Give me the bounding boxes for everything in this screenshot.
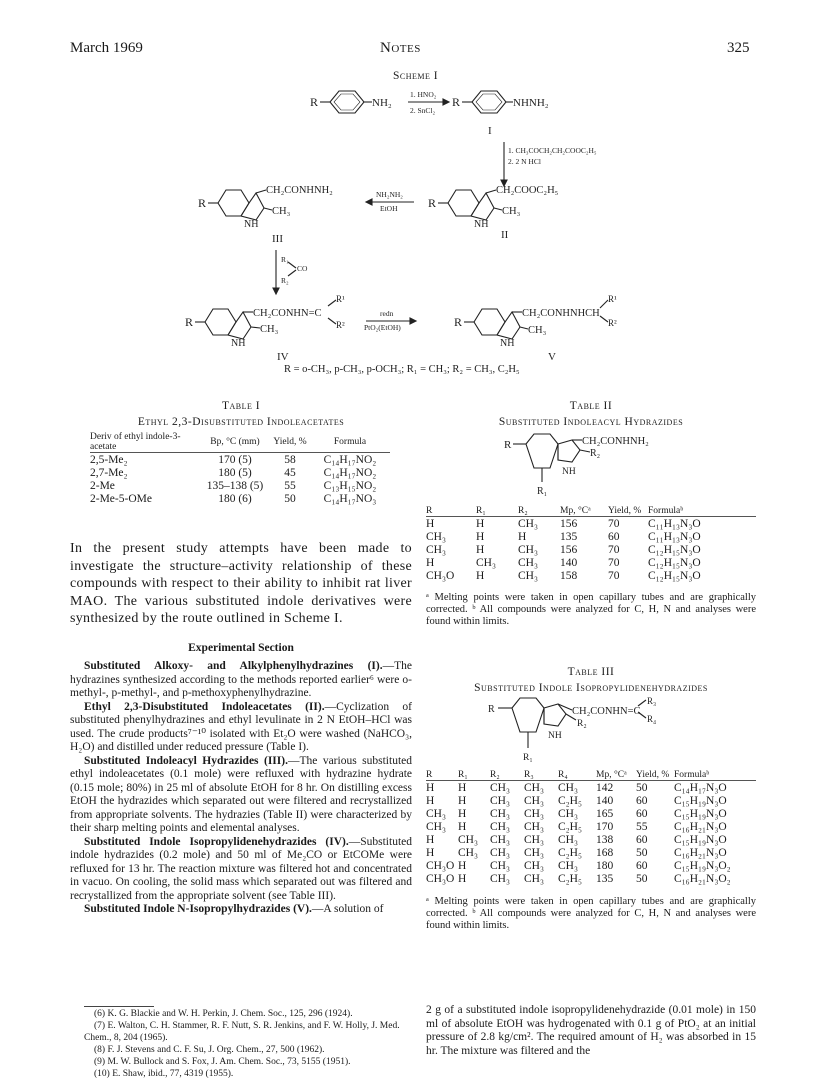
table3-row-cell: 168 (596, 846, 614, 859)
table2-row-cell: CH₃ (518, 543, 538, 556)
table2-row-cell: 60 (608, 530, 620, 543)
scheme-legend: R = o-CH₃, p-CH₃, p-OCH₃; R₁ = CH₃; R₂ = CH₃, C₂H₅ (284, 364, 520, 375)
table3-row-cell: C₁₅H₁₉N₃O (674, 833, 727, 846)
table1-row (90, 492, 390, 505)
paragraph-heading: Substituted Alkoxy- and Alkylphenylhydrazines (I). (84, 660, 383, 672)
table3-row-cell: CH₃ (458, 846, 478, 859)
footnote: (10) E. Shaw, ibid., 77, 4319 (1955). (94, 1069, 234, 1079)
table2-row (426, 543, 756, 556)
svg-text:2. SnCl₂: 2. SnCl₂ (410, 106, 436, 115)
svg-text:NH: NH (500, 338, 515, 349)
svg-text:1. CH₃COCH₂CH₂COOC₂H₅: 1. CH₃COCH₂CH₂COOC₂H₅ (508, 146, 597, 155)
table3-row (426, 807, 756, 820)
paragraph-heading: Substituted Indoleacyl Hydrazides (III). (84, 754, 288, 767)
reaction-scheme (150, 80, 690, 390)
table3-row-cell: CH₃ (524, 833, 544, 846)
table2-row-cell: 156 (560, 543, 578, 556)
table1-row (90, 453, 390, 467)
svg-text:CH₂COOC₂H₅: CH₂COOC₂H₅ (496, 185, 559, 196)
table1-label: Table I (221, 400, 261, 412)
table3-row-cell: 170 (596, 820, 614, 833)
svg-text:R: R (198, 196, 207, 210)
table2-row-cell: H (426, 517, 435, 530)
label-I: I (488, 125, 492, 137)
table3-row-cell: CH₃ (426, 820, 446, 833)
footnote: (7) E. Walton, C. H. Stammer, R. F. Nutt, S. R. Jenkins, and F. W. Holly, J. Med. Chem., 8, 204 (1965). (84, 1021, 400, 1043)
table1-row-cell: 2,7-Me₂ (90, 466, 128, 479)
svg-text:NH: NH (562, 467, 576, 477)
svg-text:R: R (310, 95, 319, 109)
svg-text:CH₂CONHNH₂: CH₂CONHNH₂ (266, 185, 333, 196)
label-V: V (548, 351, 556, 363)
table1-col-bp: Bp, °C (mm) (210, 437, 260, 447)
table3-row-cell: C₂H₅ (558, 820, 582, 833)
label-III: III (272, 233, 283, 245)
table3-row-cell: CH₃ (490, 794, 510, 807)
table2-row-cell: 70 (608, 517, 620, 530)
table1-col-yield: Yield, % (273, 437, 307, 447)
table3-row-cell: C₁₆H₂₁N₃O (674, 820, 727, 833)
table3-row-cell: CH₃ (524, 872, 544, 885)
table3-body (426, 781, 756, 886)
table3-row-cell: CH₃ (490, 846, 510, 859)
table3-row-cell: CH₃ (524, 781, 544, 794)
svg-text:CH₃: CH₃ (260, 324, 279, 335)
table2-row-cell: CH₃O (426, 569, 455, 582)
svg-text:CH₂CONHNH₂: CH₂CONHNH₂ (582, 436, 649, 447)
table1-row-cell: 180 (5) (218, 466, 252, 479)
svg-text:CO: CO (297, 264, 308, 273)
table3-row-cell: C₁₆H₂₁N₃O (674, 846, 727, 859)
table2-row-cell: H (476, 569, 485, 582)
table3-row-cell: C₁₆H₂₁N₃O₂ (674, 872, 731, 885)
svg-text:CH₂CONHN=C: CH₂CONHN=C (572, 706, 641, 717)
table2-col-r2: R₂ (518, 506, 528, 516)
svg-text:CH₃: CH₃ (528, 325, 547, 336)
table3-title: Substituted Indole Isopropylidenehydrazides (474, 682, 708, 694)
table1-body (90, 453, 390, 506)
table2-col-yield: Yield, % (608, 506, 642, 516)
table3-row-cell: 142 (596, 781, 614, 794)
table2-row-cell: C₁₁H₁₃N₃O (648, 530, 701, 543)
table3-col-r2: R₂ (490, 770, 500, 780)
table3-row-cell: H (426, 833, 435, 846)
table1-row-cell: 2-Me (90, 479, 115, 492)
footnote: (9) M. W. Bullock and S. Fox, J. Am. Chem. Soc., 73, 5155 (1951). (94, 1057, 351, 1067)
table1-col-deriv: Deriv of ethyl indole-3-acetate (90, 432, 181, 452)
table2-row-cell: C₁₂H₁₅N₃O (648, 543, 701, 556)
svg-text:R₁: R₁ (281, 255, 289, 264)
aniline-structure (310, 91, 392, 113)
table3-row (426, 794, 756, 807)
table3-row-cell: C₂H₅ (558, 872, 582, 885)
table3-row-cell: CH₃O (426, 859, 455, 872)
table2-row (426, 517, 756, 531)
svg-text:CH₃: CH₃ (502, 206, 521, 217)
table3-row-cell: CH₃ (558, 781, 578, 794)
table1-row-cell: C₁₃H₁₅NO₂ (323, 479, 377, 492)
table3-row-cell: H (426, 781, 435, 794)
table3-row-cell: CH₃ (524, 807, 544, 820)
paragraph-heading: Substituted Indole Isopropylidenehydrazides (IV). (84, 835, 349, 848)
table2-row-cell: H (518, 530, 527, 543)
table3-col-yield: Yield, % (636, 770, 670, 780)
svg-text:1. HNO₂: 1. HNO₂ (410, 90, 437, 99)
table3-row-cell: CH₃ (426, 807, 446, 820)
paragraph-text: —A solution of (311, 903, 384, 915)
table2 (426, 506, 756, 582)
table1-row-cell: 50 (284, 492, 296, 505)
footnote-rule (84, 1006, 154, 1007)
table1-row-cell: 55 (284, 479, 296, 492)
table3 (426, 770, 756, 885)
svg-text:redn: redn (380, 309, 394, 318)
table2-row-cell: CH₃ (518, 569, 538, 582)
table3-row-cell: CH₃ (490, 820, 510, 833)
table3-row-cell: H (426, 794, 435, 807)
experimental-body (70, 660, 412, 917)
svg-text:R: R (428, 196, 437, 210)
table3-col-r4: R₄ (558, 770, 568, 780)
svg-text:CH₂CONHN=C: CH₂CONHN=C (253, 308, 322, 319)
svg-text:NH: NH (474, 219, 489, 230)
table2-row-cell: C₁₂H₁₅N₃O (648, 556, 701, 569)
table3-row-cell: C₁₅H₁₉N₃O₂ (674, 859, 731, 872)
svg-text:R₂: R₂ (590, 448, 601, 459)
table2-label: Table II (569, 400, 613, 412)
table1-row-cell: C₁₄H₁₇NO₂ (323, 453, 377, 466)
table3-row-cell: C₂H₅ (558, 794, 582, 807)
table1-row-cell: 2,5-Me₂ (90, 453, 128, 466)
paragraph-text: —Cyclization of substituted phenylhydrazines and ethyl levulinate in 2 N EtOH–HCl was used. The crude products⁷⁻¹⁰ isolated with Et₂O were washed (NaHCO₃, H₂O) and distilled under reduced pressure (Table I). (70, 700, 412, 753)
table3-row-cell: CH₃O (426, 872, 455, 885)
svg-text:R: R (488, 704, 495, 715)
svg-text:R₂: R₂ (577, 719, 587, 729)
footnotes (84, 1008, 412, 1080)
paragraph-heading: Substituted Indole N-Isopropylhydrazides (V). (84, 903, 312, 915)
table2-row-cell: CH₃ (476, 556, 496, 569)
experimental-paragraph (70, 903, 412, 917)
experimental-paragraph (70, 660, 412, 701)
indole-hydrazide-III (198, 185, 333, 230)
svg-text:2. 2 N HCl: 2. 2 N HCl (508, 157, 541, 166)
table3-row-cell: C₂H₅ (558, 846, 582, 859)
table3-row-cell: 138 (596, 833, 614, 846)
experimental-paragraph (70, 701, 412, 755)
table1-row-cell: 2-Me-5-OMe (90, 492, 152, 505)
table3-row (426, 859, 756, 872)
table1-row-cell: 180 (6) (218, 492, 252, 505)
table3-row-cell: CH₃ (558, 859, 578, 872)
experimental-heading: Experimental Section (188, 642, 294, 654)
table2-structure (500, 430, 730, 502)
table3-col-r3: R₃ (524, 770, 534, 780)
table2-col-formula: Formulaᵇ (648, 506, 684, 516)
table3-row-cell: 180 (596, 859, 614, 872)
table3-row-cell: CH₃ (524, 794, 544, 807)
paragraph-heading: Ethyl 2,3-Disubstituted Indoleacetates (II). (84, 700, 325, 713)
paragraph-text: —Substituted indole hydrazides (0.2 mole) and 50 ml of Me₂CO or EtCOMe were refluxed for 13 hr. The reaction mixture was filtered hot and concentrated in vacuo. On cooling, the solid mass which separated out was filtered and recrystallized from the appropriate solvent (see Table III). (70, 835, 412, 902)
hydrazine-structure (452, 91, 549, 113)
table3-structure (486, 696, 726, 766)
table3-row-cell: 60 (636, 833, 648, 846)
table3-row-cell: 55 (636, 820, 648, 833)
table3-row-cell: 50 (636, 781, 648, 794)
table2-title: Substituted Indoleacyl Hydrazides (498, 416, 684, 428)
table3-row-cell: 60 (636, 794, 648, 807)
svg-text:EtOH: EtOH (380, 204, 398, 213)
svg-text:R¹: R¹ (608, 294, 617, 304)
table2-row-cell: H (476, 530, 485, 543)
running-date: March 1969 (70, 40, 143, 56)
table2-row-cell: 135 (560, 530, 578, 543)
table3-row-cell: H (458, 872, 467, 885)
indole-hydrazide-V (454, 294, 617, 349)
table2-row-cell: 70 (608, 556, 620, 569)
table2-body (426, 517, 756, 583)
table3-row-cell: H (458, 807, 467, 820)
table1-row-cell: C₁₄H₁₇NO₃ (323, 492, 377, 505)
table3-row (426, 833, 756, 846)
table2-row (426, 530, 756, 543)
footnote: (8) F. J. Stevens and C. F. Su, J. Org. Chem., 27, 500 (1962). (94, 1045, 325, 1055)
table3-row-cell: CH₃ (490, 859, 510, 872)
table2-col-r: R (426, 506, 433, 516)
experimental-paragraph (70, 755, 412, 836)
table3-row-cell: H (458, 859, 467, 872)
svg-text:NHNH₂: NHNH₂ (513, 97, 549, 109)
table1-row (90, 466, 390, 479)
intro-paragraph: In the present study attempts have been made to investigate the structure–activity relationship of these compounds with respect to their ability to inhibit rat liver MAO. The various substituted indole derivatives were synthesized by the route outlined in Scheme I. (70, 541, 412, 626)
table1-row-cell: 170 (5) (218, 453, 252, 466)
svg-text:R: R (452, 95, 461, 109)
table3-row-cell: CH₃ (490, 781, 510, 794)
table2-row-cell: 70 (608, 569, 620, 582)
table3-row-cell: 140 (596, 794, 614, 807)
table3-row-cell: C₁₅H₁₉N₃O (674, 807, 727, 820)
table2-row-cell: H (476, 543, 485, 556)
table3-row-cell: CH₃ (524, 846, 544, 859)
svg-text:R₄: R₄ (647, 714, 657, 724)
table3-row-cell: 50 (636, 872, 648, 885)
table3-row-cell: CH₃ (490, 872, 510, 885)
table3-row-cell: 60 (636, 859, 648, 872)
svg-text:PtO₂(EtOH): PtO₂(EtOH) (364, 323, 401, 332)
table3-col-mp: Mp, °Cᵃ (596, 770, 627, 780)
table2-row (426, 556, 756, 569)
table3-row-cell: 135 (596, 872, 614, 885)
experimental-paragraph (70, 836, 412, 904)
table3-row-cell: C₁₅H₁₉N₃O (674, 794, 727, 807)
table2-row-cell: 70 (608, 543, 620, 556)
table3-row-cell: H (458, 781, 467, 794)
table2-row-cell: H (426, 556, 435, 569)
label-II: II (501, 229, 509, 241)
svg-text:NH: NH (231, 338, 246, 349)
table2-row-cell: CH₃ (426, 530, 446, 543)
table2-row-cell: 140 (560, 556, 578, 569)
table3-row-cell: 60 (636, 807, 648, 820)
svg-text:R₂: R₂ (281, 276, 289, 285)
table2-note: ᵃ Melting points were taken in open capillary tubes and are graphically corrected. ᵇ All compounds were analyzed for C, H, N and analyses were found within limits. (426, 592, 756, 627)
table2-row-cell: C₁₁H₁₃N₃O (648, 517, 701, 530)
table2-row (426, 569, 756, 582)
table3-label: Table III (567, 666, 615, 678)
indole-ester-II (428, 185, 559, 230)
table3-row-cell: CH₃ (558, 807, 578, 820)
paragraph-text: —The hydrazines synthesized according to the methods reported earlier⁶ were o-methyl-, p-methyl-, and p-methoxyphenylhydrazine. (70, 660, 412, 699)
svg-text:NH: NH (244, 219, 259, 230)
table3-row (426, 872, 756, 885)
scheme-title: Scheme I (393, 70, 439, 82)
svg-text:R: R (504, 439, 512, 451)
table3-row-cell: CH₃ (524, 859, 544, 872)
footnote: (6) K. G. Blackie and W. H. Perkin, J. Chem. Soc., 125, 296 (1924). (94, 1009, 353, 1019)
table2-col-r1: R₁ (476, 506, 486, 516)
svg-text:R₃: R₃ (647, 696, 657, 706)
table3-row-cell: 165 (596, 807, 614, 820)
running-title: Notes (380, 40, 421, 56)
svg-text:R₁: R₁ (523, 753, 533, 763)
table1-col-formula: Formula (333, 437, 367, 447)
table3-row-cell: C₁₄H₁₇N₃O (674, 781, 727, 794)
svg-text:R²: R² (608, 318, 617, 328)
table3-note: ᵃ Melting points were taken in open capillary tubes and are graphically corrected. ᵇ All compounds were analyzed for C, H, N and analyses were found within limits. (426, 896, 756, 931)
table1-title: Ethyl 2,3-Disubstituted Indoleacetates (137, 416, 345, 428)
table3-row-cell: CH₃ (558, 833, 578, 846)
table2-row-cell: H (476, 517, 485, 530)
table3-row (426, 846, 756, 859)
table1-row-cell: 45 (284, 466, 296, 479)
table2-row-cell: CH₃ (518, 556, 538, 569)
paragraph-text: —The various substituted ethyl indoleacetates (0.1 mole) were refluxed with hydrazine hydrate (0.15 mole; 80%) in 25 ml of absolute EtOH for 8 hr. On distilling excess EtOH the hydrazides which separated out were filtered and recrystallized from appropriate solvents. The hydrazies (Table II) were characterized by their sharp melting points and elemental analyses. (70, 754, 412, 834)
svg-text:R²: R² (336, 320, 345, 330)
table2-row-cell: C₁₂H₁₅N₃O (648, 569, 701, 582)
table3-row-cell: CH₃ (458, 833, 478, 846)
table2-row-cell: 156 (560, 517, 578, 530)
table3-row-cell: H (458, 794, 467, 807)
table3-col-r: R (426, 770, 433, 780)
table3-row-cell: H (426, 846, 435, 859)
table3-row (426, 781, 756, 795)
svg-text:R: R (454, 315, 463, 329)
table2-col-mp: Mp, °Cᵃ (560, 506, 591, 516)
svg-text:CH₂CONHNHCH: CH₂CONHNHCH (522, 308, 600, 319)
right-bottom-paragraph: 2 g of a substituted indole isopropylidenehydrazide (0.01 mole) in 150 ml of absolute EtOH was hydrogenated with 0.1 g of PtO₂ at an initial pressure of 2.8 kg/cm². The required amount of H₂ was absorbed in 15 hr. The mixture was filtered and the (426, 1004, 756, 1057)
table2-row-cell: CH₃ (426, 543, 446, 556)
table1 (90, 432, 390, 505)
table1-row-cell: 58 (284, 453, 296, 466)
table3-row-cell: H (458, 820, 467, 833)
table3-col-formula: Formulaᵇ (674, 770, 710, 780)
table3-row-cell: CH₃ (524, 820, 544, 833)
svg-text:CH₃: CH₃ (272, 206, 291, 217)
table3-row (426, 820, 756, 833)
table2-row-cell: CH₃ (518, 517, 538, 530)
svg-text:R₁: R₁ (537, 486, 548, 497)
svg-text:R¹: R¹ (336, 294, 345, 304)
svg-text:NH₂NH₂: NH₂NH₂ (376, 190, 403, 199)
svg-text:R: R (185, 315, 194, 329)
table3-col-r1: R₁ (458, 770, 468, 780)
svg-text:NH: NH (548, 731, 562, 741)
table1-row-cell: 135–138 (5) (206, 479, 264, 492)
page-number: 325 (727, 40, 750, 56)
table1-row (90, 479, 390, 492)
table3-row-cell: 50 (636, 846, 648, 859)
table2-row-cell: 158 (560, 569, 578, 582)
table1-row-cell: C₁₄H₁₇NO₂ (323, 466, 377, 479)
indole-hydrazone-IV (185, 294, 345, 349)
table3-row-cell: CH₃ (490, 807, 510, 820)
label-IV: IV (277, 351, 289, 363)
svg-text:NH₂: NH₂ (372, 97, 392, 109)
table3-row-cell: CH₃ (490, 833, 510, 846)
